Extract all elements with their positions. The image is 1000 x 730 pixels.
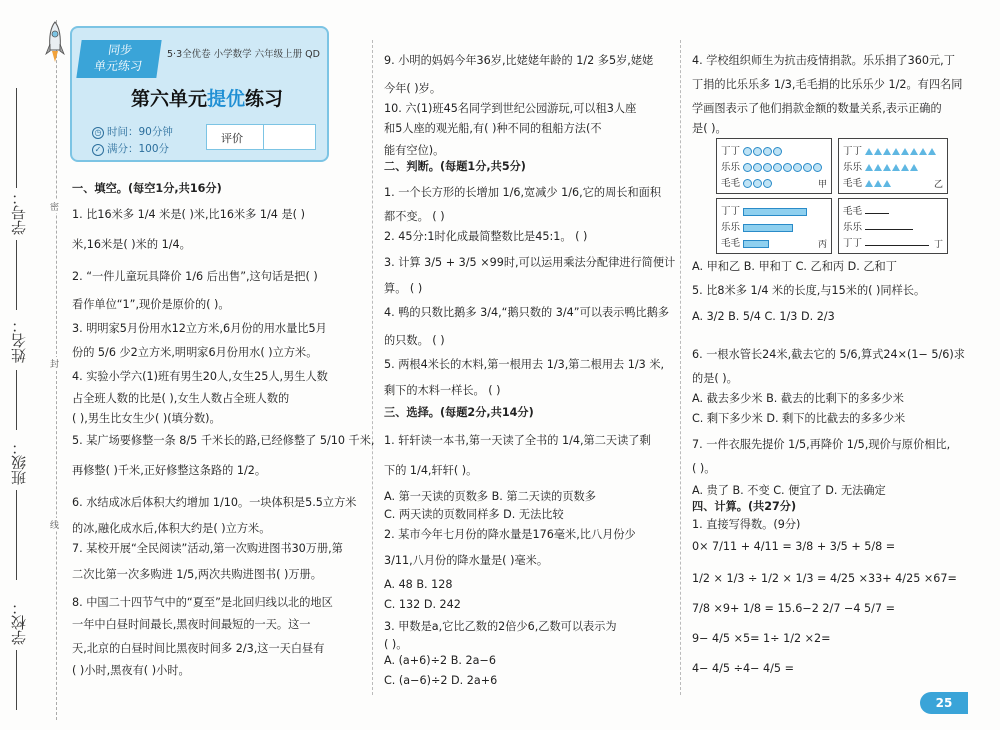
question-line: 2. 45分:1时化成最简整数比是45:1。 ( ) — [384, 230, 588, 243]
cut-mark: 线 — [50, 518, 59, 531]
question-line: 算。 ( ) — [384, 282, 423, 295]
question-line: 的冰,融化成水后,体积大约是( )立方米。 — [72, 522, 271, 535]
question-line: 丁捐的比乐乐多 1/3,毛毛捐的比乐乐少 1/2。有四名同 — [692, 78, 963, 91]
question-line: 2. “一件儿童玩具降价 1/6 后出售”,这句话是把( ) — [72, 270, 318, 283]
question-line: 一年中白昼时间最长,黑夜时间最短的一天。这一 — [72, 618, 311, 631]
fig-label: 乐乐 — [843, 162, 863, 173]
segment-line — [865, 223, 913, 230]
title-highlight: 提优 — [206, 88, 245, 110]
question-line: C. 132 D. 242 — [384, 598, 461, 611]
time-limit — [92, 124, 173, 139]
question-line: ( )。 — [692, 462, 716, 475]
blank-line — [16, 650, 18, 710]
question-line: 天,北京的白昼时间比黑夜时间多 2/3,这一天白昼有 — [72, 642, 325, 655]
question-line: ( )。 — [384, 638, 408, 651]
question-line: 占全班人数的比是( ),女生人数占全班人数的 — [72, 392, 290, 405]
question-line: 7. 某校开展“全民阅读”活动,第一次购进图书30万册,第 — [72, 542, 343, 555]
fig-label: 毛毛 — [721, 238, 741, 249]
evaluation-label: 评价 — [221, 132, 243, 145]
time-text: 时间：90分钟 — [107, 126, 173, 138]
question-line: 1. 比16米多 1/4 米是( )米,比16米多 1/4 是( ) — [72, 208, 305, 221]
question-line: 6. 一根水管长24米,截去它的 5/6,算式24×(1− 5/6)求 — [692, 348, 965, 361]
question-line: 3. 甲数是a,它比乙数的2倍少6,乙数可以表示为 — [384, 620, 617, 633]
school-label: 学校： — [10, 600, 28, 645]
question-line: 是( )。 — [692, 122, 727, 135]
question-line: 5. 比8米多 1/4 米的长度,与15米的( )同样长。 — [692, 284, 926, 297]
fig-tag: 丁 — [933, 240, 943, 250]
fig-label: 乐乐 — [721, 162, 741, 173]
question-line: A. 贵了 B. 不变 C. 便宜了 D. 无法确定 — [692, 484, 886, 497]
question-line: 2. 某市今年七月份的降水量是176毫米,比八月份少 — [384, 528, 636, 541]
question-line: A. 3/2 B. 5/4 C. 1/3 D. 2/3 — [692, 310, 835, 323]
fig-label: 丁丁 — [843, 238, 863, 249]
question-line: ( )小时,黑夜有( )小时。 — [72, 664, 190, 677]
score-text: 满分：100分 — [107, 143, 170, 155]
section-heading: 三、选择。(每题2分,共14分) — [384, 406, 534, 419]
blank-line — [16, 490, 18, 580]
fig-label: 乐乐 — [721, 222, 741, 233]
fig-label: 丁丁 — [721, 146, 741, 157]
question-line: 再修整( )千米,正好修整这条路的 1/2。 — [72, 464, 267, 477]
fig-tag: 甲 — [817, 180, 827, 190]
fig-tag: 乙 — [933, 180, 943, 190]
question-line: 1. 直接写得数。(9分) — [692, 518, 801, 531]
page-title — [112, 84, 302, 111]
cut-mark: 封 — [50, 357, 59, 370]
section-heading: 四、计算。(共27分) — [692, 500, 797, 513]
badge-line: 同步 — [107, 43, 134, 57]
question-line: 10. 六(1)班45名同学到世纪公园游玩,可以租3人座 — [384, 102, 637, 115]
question-line: A. (a+6)÷2 B. 2a−6 — [384, 654, 496, 667]
question-line: 下的 1/4,轩轩( )。 — [384, 464, 478, 477]
fig-tag: 丙 — [817, 240, 827, 250]
question-line: C. 两天读的页数同样多 D. 无法比较 — [384, 508, 564, 521]
fig-label: 乐乐 — [843, 222, 863, 233]
question-line: 4. 鸭的只数比鹅多 3/4,“鹅只数的 3/4”可以表示鸭比鹅多 — [384, 306, 670, 319]
question-line: 9. 小明的妈妈今年36岁,比姥姥年龄的 1/2 多5岁,姥姥 — [384, 54, 654, 67]
fig-label: 毛毛 — [721, 178, 741, 189]
question-line: C. (a−6)÷2 D. 2a+6 — [384, 674, 498, 687]
question-line: 6. 水结成冰后体积大约增加 1/10。一块体积是5.5立方米 — [72, 496, 357, 509]
cut-mark: 密 — [50, 200, 59, 213]
bar — [743, 208, 807, 216]
figure-jia — [716, 138, 832, 194]
question-line: 7. 一件衣服先提价 1/5,再降价 1/5,现价与原价相比, — [692, 438, 951, 451]
question-line: 今年( )岁。 — [384, 82, 442, 95]
question-line: 1/2 × 1/3 ÷ 1/2 × 1/3 = 4/25 ×33+ 4/25 ×67= — [692, 572, 957, 585]
circle-row — [743, 162, 823, 173]
question-line: A. 48 B. 128 — [384, 578, 453, 591]
question-line: ( ),男生比女生少( )(填分数)。 — [72, 412, 221, 425]
check-icon: ✓ — [92, 144, 104, 156]
question-line: 0× 7/11 + 4/11 = 3/8 + 3/5 + 5/8 = — [692, 540, 896, 553]
section-heading: 一、填空。(每空1分,共16分) — [72, 182, 222, 195]
rocket-icon — [44, 20, 66, 64]
triangle-row — [865, 178, 892, 189]
question-line: 的是( )。 — [692, 372, 738, 385]
question-line: 1. 一个长方形的长增加 1/6,宽减少 1/6,它的周长和面积 — [384, 186, 662, 199]
question-line: 剩下的木料一样长。 ( ) — [384, 384, 501, 397]
question-line: 5. 两根4米长的木料,第一根用去 1/3,第二根用去 1/3 米, — [384, 358, 665, 371]
question-line: 3/11,八月份的降水量是( )毫米。 — [384, 554, 549, 567]
question-line: A. 第一天读的页数多 B. 第二天读的页数多 — [384, 490, 596, 503]
binding-margin — [0, 0, 62, 730]
circle-row — [743, 178, 773, 189]
question-line: 4. 学校组织师生为抗击疫情捐款。乐乐捐了360元,丁 — [692, 54, 955, 67]
series-label: 5·3全优卷 小学数学 六年级上册 QD — [167, 49, 320, 60]
question-line: 学画图表示了他们捐款金额的数量关系,表示正确的 — [692, 102, 942, 115]
question-line: 看作单位“1”,现价是原价的( )。 — [72, 298, 230, 311]
segment-line — [865, 207, 889, 214]
question-line: 1. 轩轩读一本书,第一天读了全书的 1/4,第二天读了剩 — [384, 434, 651, 447]
question-line: 米,16米是( )米的 1/4。 — [72, 238, 191, 251]
question-line: 5. 某广场要修整一条 8/5 千米长的路,已经修整了 5/10 千米, — [72, 434, 375, 447]
question-line: 4. 实验小学六(1)班有男生20人,女生25人,男生人数 — [72, 370, 328, 383]
question-line: A. 截去多少米 B. 截去的比剩下的多多少米 — [692, 392, 904, 405]
figure-yi — [838, 138, 948, 194]
triangle-row — [865, 162, 919, 173]
circle-row — [743, 146, 783, 157]
fig-label: 毛毛 — [843, 206, 863, 217]
column-divider — [372, 40, 374, 695]
fig-label: 丁丁 — [721, 206, 741, 217]
fig-label: 毛毛 — [843, 178, 863, 189]
question-line: 和5人座的观光船,有( )种不同的租船方法(不 — [384, 122, 602, 135]
divider — [263, 125, 264, 149]
title-part: 第六单元 — [130, 88, 207, 110]
clock-icon: ◷ — [92, 127, 104, 139]
question-line: 3. 明明家5月份用水12立方米,6月份的用水量比5月 — [72, 322, 327, 335]
question-line: A. 甲和乙 B. 甲和丁 C. 乙和丙 D. 乙和丁 — [692, 260, 897, 273]
figure-bing — [716, 198, 832, 254]
triangle-row — [865, 146, 937, 157]
figure-ding — [838, 198, 948, 254]
question-line: 8. 中国二十四节气中的“夏至”是北回归线以北的地区 — [72, 596, 333, 609]
column-divider — [680, 40, 682, 695]
cut-line — [56, 20, 57, 720]
badge-line: 单元练习 — [93, 59, 143, 73]
series-badge — [76, 40, 161, 78]
question-line: C. 剩下多少米 D. 剩下的比截去的多多少米 — [692, 412, 906, 425]
question-line: 3. 计算 3/5 + 3/5 ×99时,可以运用乘法分配律进行简便计 — [384, 256, 676, 269]
blank-line — [16, 88, 18, 188]
page-number: 25 — [920, 692, 968, 714]
question-line: 都不变。 ( ) — [384, 210, 445, 223]
question-line: 7/8 ×9+ 1/8 = 15.6−2 2/7 −4 5/7 = — [692, 602, 895, 615]
fig-label: 丁丁 — [843, 146, 863, 157]
blank-line — [16, 240, 18, 310]
question-line: 份的 5/6 少2立方米,明明家6月份用水( )立方米。 — [72, 346, 318, 359]
segment-line — [865, 239, 929, 246]
question-line: 能有空位)。 — [384, 144, 445, 157]
blank-line — [16, 370, 18, 430]
question-line: 9− 4/5 ×5= 1÷ 1/2 ×2= — [692, 632, 831, 645]
name-label: 姓名： — [10, 318, 28, 363]
section-heading: 二、判断。(每题1分,共5分) — [384, 160, 526, 173]
bar — [743, 224, 793, 232]
class-label: 班级： — [10, 440, 28, 485]
student-no-label: 学号： — [10, 190, 28, 235]
evaluation-box[interactable] — [206, 124, 316, 150]
question-line: 的只数。 ( ) — [384, 334, 445, 347]
full-score — [92, 141, 169, 156]
bar — [743, 240, 769, 248]
question-line: 4− 4/5 ÷4− 4/5 = — [692, 662, 794, 675]
title-part: 练习 — [245, 88, 284, 110]
question-line: 二次比第一次多购进 1/5,两次共购进图书( )万册。 — [72, 568, 322, 581]
